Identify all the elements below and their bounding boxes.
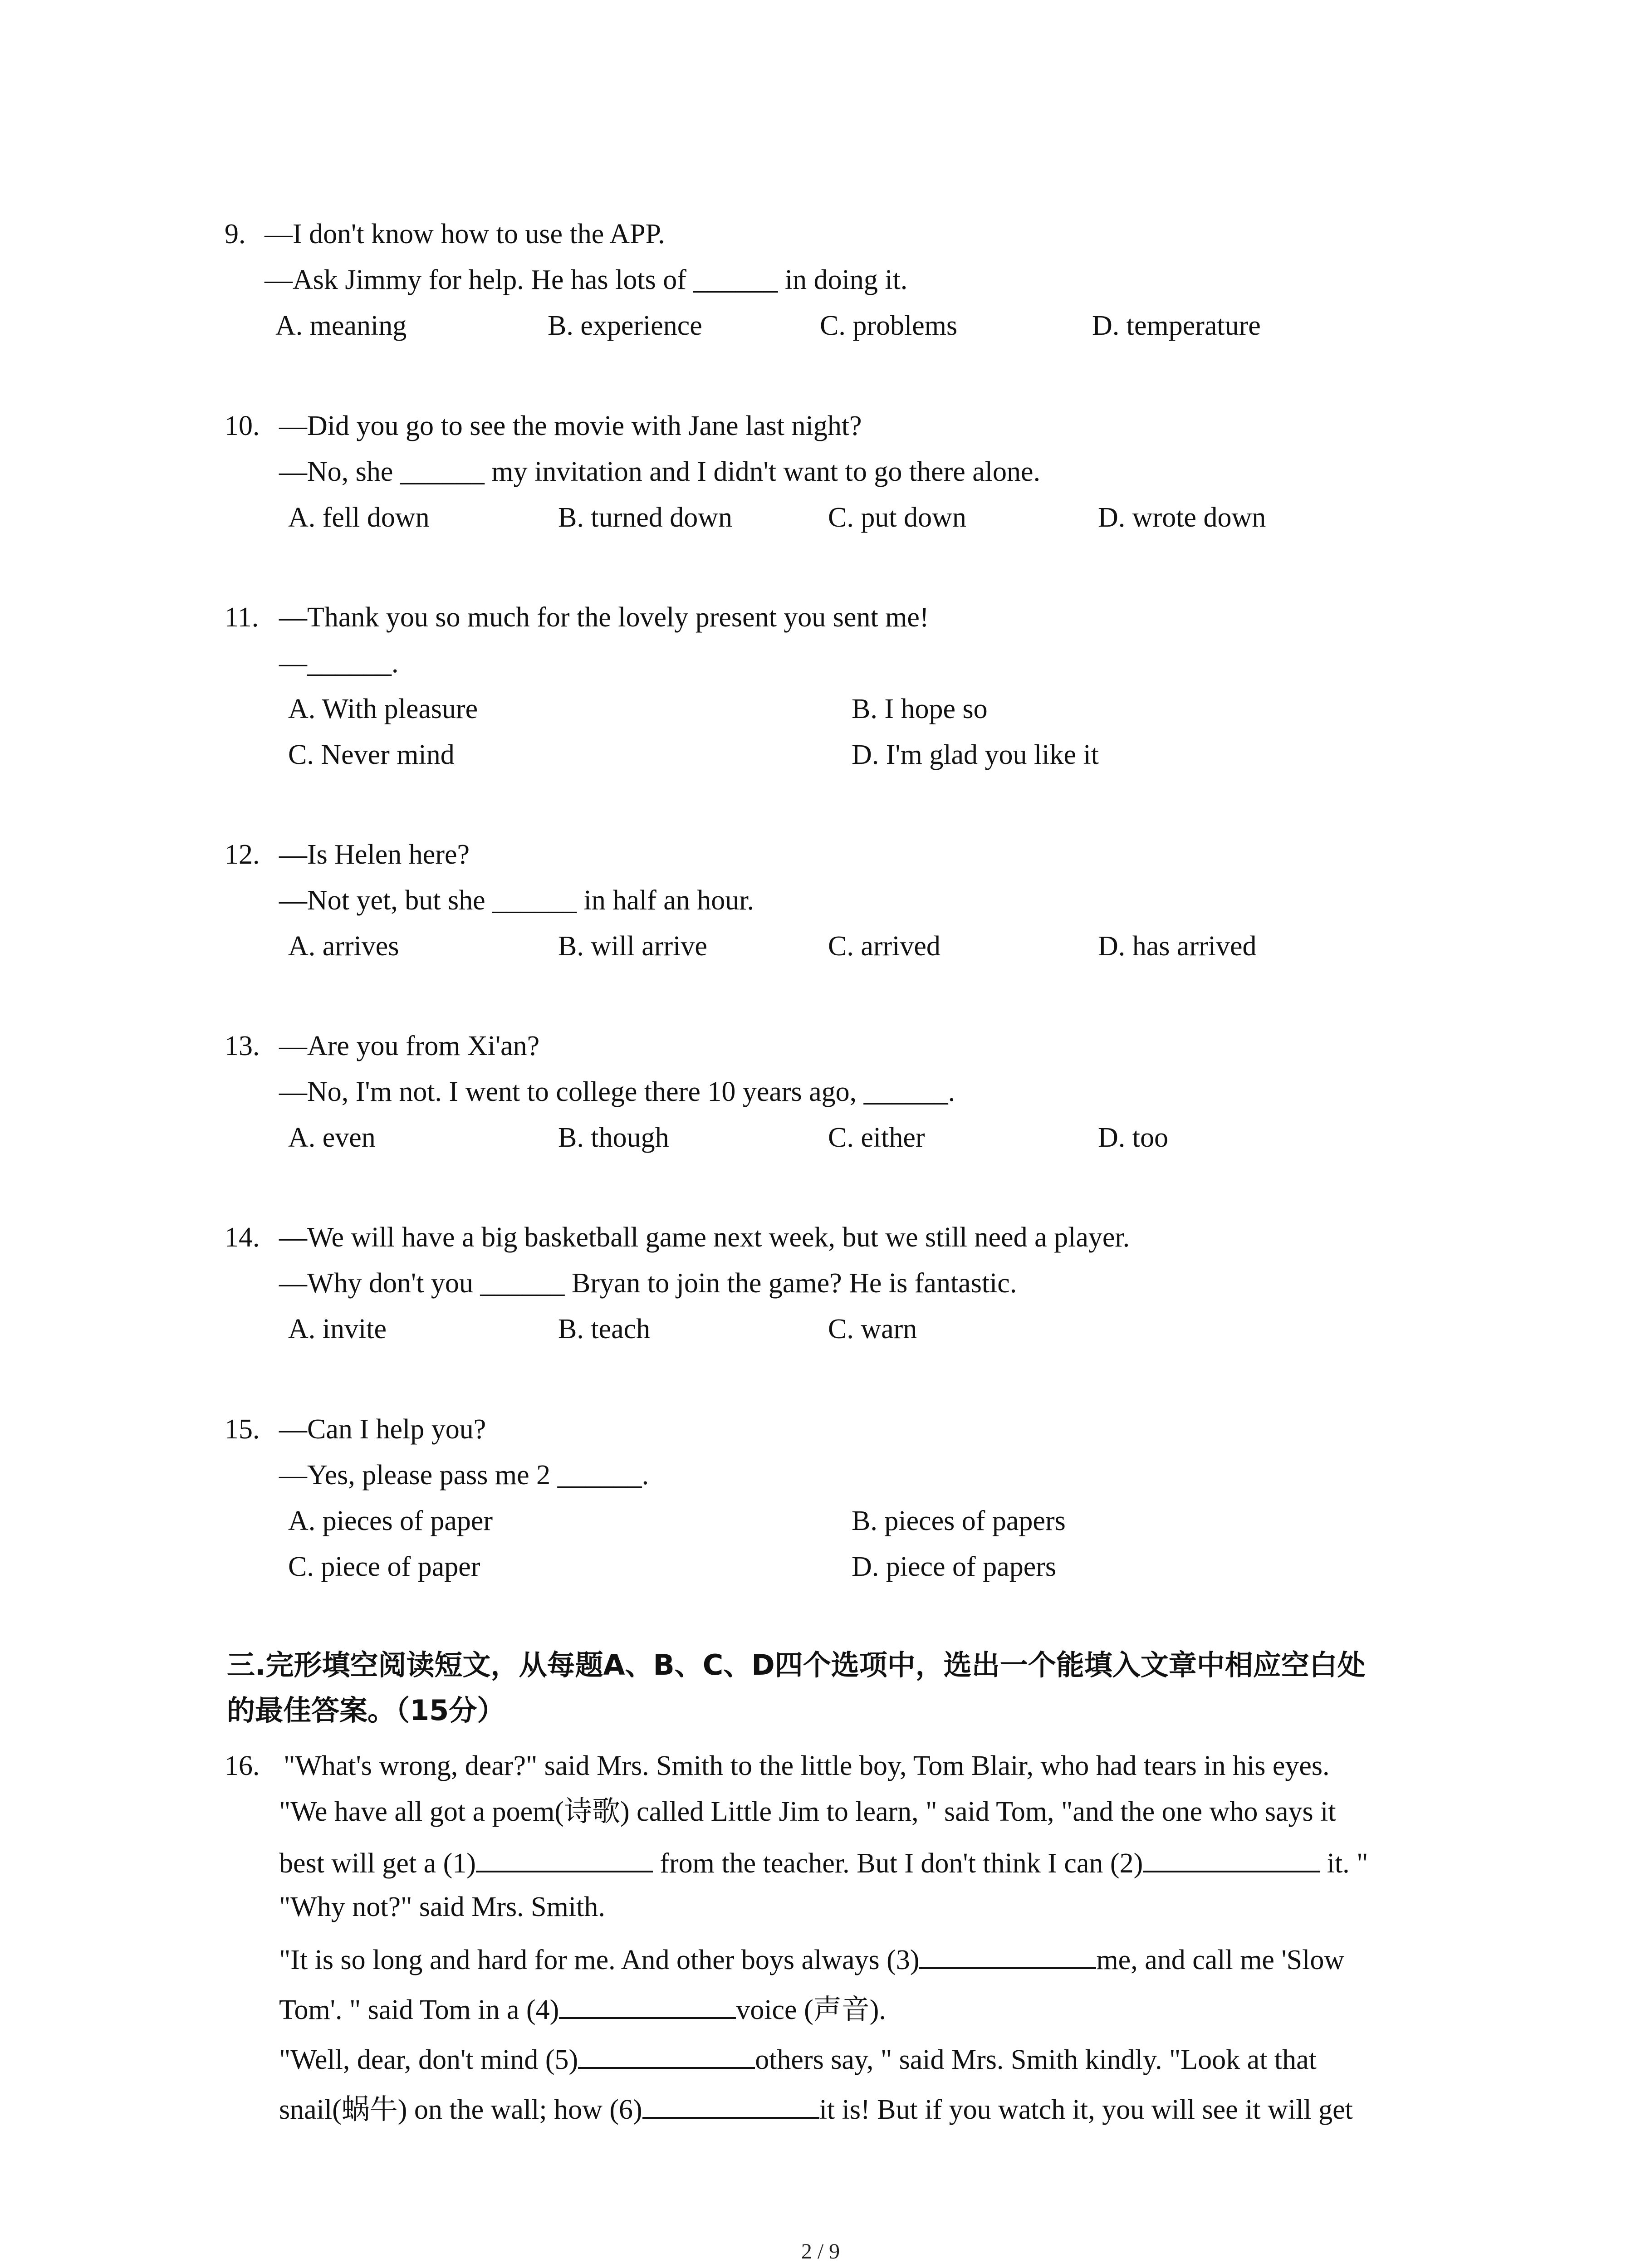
question-number: 9. [225, 219, 246, 249]
passage-line [279, 2043, 1317, 2074]
question-line: —Is Helen here? [279, 839, 470, 870]
page-number: 2 / 9 [801, 2239, 840, 2263]
option-d: D. piece of papers [852, 1551, 1057, 1582]
option-c: C. warn [828, 1314, 917, 1344]
option-d: D. has arrived [1098, 931, 1257, 962]
question-number: 12. [225, 839, 260, 870]
option-a: A. even [288, 1122, 376, 1153]
option-c: C. problems [820, 310, 958, 341]
passage-line: "What's wrong, dear?" said Mrs. Smith to the little boy, Tom Blair, who had tears in his eyes. [284, 1750, 1330, 1781]
question-number: 15. [225, 1414, 260, 1445]
question-line: —Are you from Xi'an? [279, 1031, 540, 1061]
blank-6 [642, 2093, 819, 2119]
passage-text: from the teacher. But I don't think I can (2) [652, 1848, 1143, 1879]
option-c: C. Never mind [288, 739, 455, 770]
question-line: —______. [279, 648, 399, 679]
question-number: 14. [225, 1222, 260, 1253]
question-line: —Did you go to see the movie with Jane last night? [279, 411, 862, 441]
option-c: C. arrived [828, 931, 941, 962]
question-line: —We will have a big basketball game next week, but we still need a player. [279, 1222, 1130, 1253]
passage-line [279, 1994, 886, 2024]
option-a: A. pieces of paper [288, 1505, 493, 1536]
section-heading-line-1: 三.完形填空阅读短文，从每题A、B、C、D四个选项中，选出一个能填入文章中相应空白处 [227, 1648, 1366, 1681]
passage-text: "It is so long and hard for me. And other boys always (3) [279, 1945, 920, 1975]
option-c: C. put down [828, 502, 966, 533]
section-heading-line-2: 的最佳答案。（15分） [227, 1694, 505, 1727]
blank-2 [1143, 1847, 1320, 1872]
option-d: D. too [1098, 1122, 1168, 1153]
question-number: 10. [225, 411, 260, 441]
passage-line [279, 1847, 1368, 1877]
question-line: —No, I'm not. I went to college there 10 years ago, ______. [279, 1076, 955, 1107]
question-line: —Can I help you? [279, 1414, 486, 1445]
question-line: —I don't know how to use the APP. [265, 219, 665, 249]
question-line: —Yes, please pass me 2 ______. [279, 1460, 649, 1491]
passage-text: it is! But if you watch it, you will see it will get [819, 2094, 1353, 2125]
question-line: —Why don't you ______ Bryan to join the game? He is fantastic. [279, 1268, 1017, 1299]
option-b: B. I hope so [852, 694, 988, 724]
option-d: D. wrote down [1098, 502, 1266, 533]
option-a: A. arrives [288, 931, 399, 962]
passage-text: it. " [1320, 1848, 1368, 1879]
passage-text: Tom'. " said Tom in a (4) [279, 1994, 559, 2025]
blank-4 [559, 1994, 736, 2019]
question-number: 11. [225, 602, 259, 633]
question-number: 13. [225, 1031, 260, 1061]
option-b: B. turned down [558, 502, 733, 533]
option-d: D. temperature [1092, 310, 1261, 341]
passage-line: "We have all got a poem(诗歌) called Little Jim to learn, " said Tom, "and the one who says it [279, 1796, 1336, 1827]
passage-text: snail(蜗牛) on the wall; how (6) [279, 2094, 642, 2125]
passage-line: "Why not?" said Mrs. Smith. [279, 1892, 605, 1922]
option-a: A. meaning [275, 310, 407, 341]
option-a: A. fell down [288, 502, 430, 533]
question-line: —No, she ______ my invitation and I didn't want to go there alone. [279, 456, 1040, 487]
passage-line [279, 1944, 1344, 1974]
passage-text: me, and call me 'Slow [1096, 1945, 1345, 1975]
passage-text: "Well, dear, don't mind (5) [279, 2044, 578, 2075]
question-line: —Thank you so much for the lovely present you sent me! [279, 602, 929, 633]
question-line: —Not yet, but she ______ in half an hour. [279, 885, 754, 916]
option-b: B. will arrive [558, 931, 707, 962]
blank-1 [476, 1847, 653, 1872]
passage-text: best will get a (1) [279, 1848, 476, 1879]
passage-text: voice (声音). [736, 1994, 886, 2025]
option-b: B. teach [558, 1314, 651, 1344]
option-b: B. pieces of papers [852, 1505, 1066, 1536]
option-c: C. either [828, 1122, 925, 1153]
option-b: B. experience [548, 310, 702, 341]
blank-5 [578, 2043, 755, 2069]
passage-text: others say, " said Mrs. Smith kindly. "Look at that [755, 2044, 1317, 2075]
passage-line [279, 2093, 1353, 2124]
option-a: A. With pleasure [288, 694, 478, 724]
option-a: A. invite [288, 1314, 387, 1344]
option-b: B. though [558, 1122, 669, 1153]
option-d: D. I'm glad you like it [852, 739, 1099, 770]
question-number: 16. [225, 1750, 260, 1781]
blank-3 [919, 1944, 1096, 1969]
question-line: —Ask Jimmy for help. He has lots of ______ in doing it. [265, 264, 908, 295]
option-c: C. piece of paper [288, 1551, 480, 1582]
